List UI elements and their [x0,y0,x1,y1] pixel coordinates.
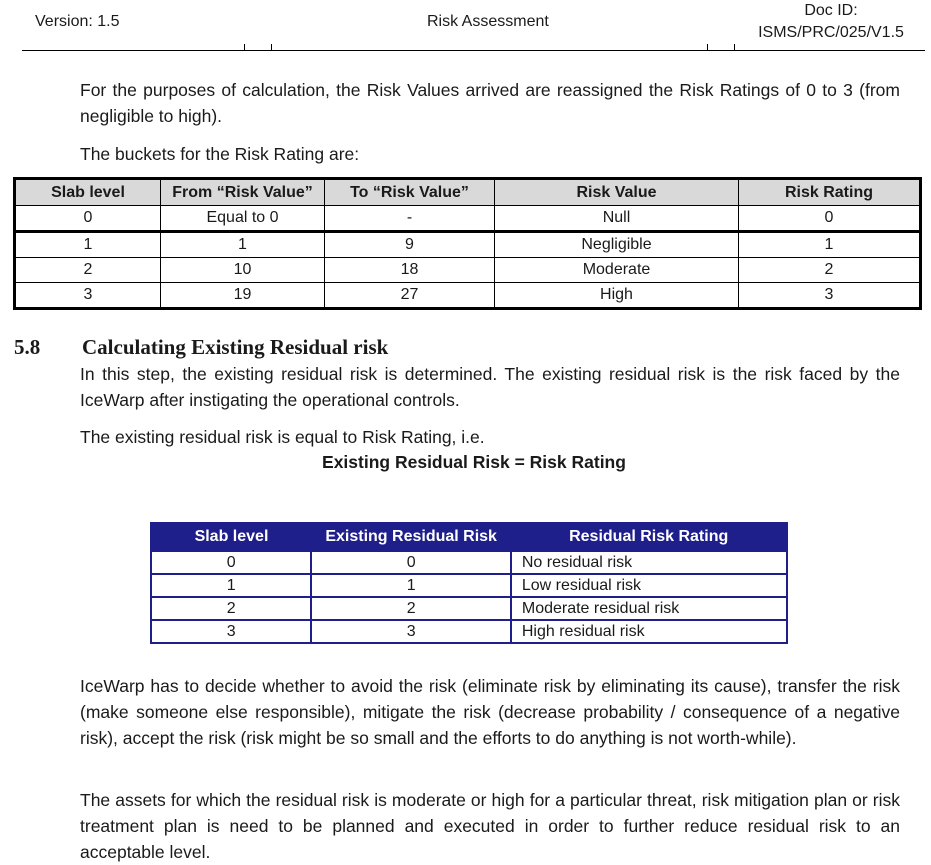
table-cell: 27 [325,283,495,309]
table-cell: Moderate [495,258,739,283]
table-cell: 0 [151,551,311,574]
table-cell: 2 [15,258,161,283]
table-cell: - [325,206,495,232]
table-cell: Null [495,206,739,232]
table-cell: 1 [311,574,510,597]
table-cell: Negligible [495,232,739,258]
table-cell: No residual risk [511,551,787,574]
table-cell: 9 [325,232,495,258]
table-cell: Low residual risk [511,574,787,597]
table-cell: High [495,283,739,309]
header-rule [22,50,925,51]
section-title: Calculating Existing Residual risk [82,335,389,359]
table-cell: 10 [161,258,325,283]
column-header: Slab level [151,523,311,551]
table-cell: Moderate residual risk [511,597,787,620]
table-cell: 1 [739,232,921,258]
header-divider-tick [707,44,708,51]
table-cell: 2 [739,258,921,283]
table-cell: High residual risk [511,620,787,643]
table-cell: 0 [739,206,921,232]
header-divider-tick [244,44,245,51]
table-row [15,232,921,258]
table-row [151,620,787,643]
table-row [15,206,921,232]
table-row [151,597,787,620]
column-header: Residual Risk Rating [511,523,787,551]
table-cell: 3 [15,283,161,309]
header-version: Version: 1.5 [35,13,120,30]
table-row [151,574,787,597]
formula: Existing Residual Risk = Risk Rating [322,452,626,472]
intro-buckets-label: The buckets for the Risk Rating are: [80,144,360,164]
header-title: Risk Assessment [427,13,549,30]
closing-paragraph: The assets for which the residual risk is moderate or high for a particular threat, risk mitigation plan or risk treatment plan is need to be planned and executed in order to further reduce residual risk to an acceptable level. [80,790,900,862]
table-cell: 19 [161,283,325,309]
column-header: Risk Rating [739,179,921,206]
table-cell: 2 [311,597,510,620]
table-row [15,258,921,283]
table-cell: Equal to 0 [161,206,325,232]
header-divider-tick [734,44,735,51]
header-doc-id-value: ISMS/PRC/025/V1.5 [758,24,904,41]
column-header: Slab level [15,179,161,206]
table-cell: 2 [151,597,311,620]
risk-rating-table [13,177,922,310]
closing-paragraph: IceWarp has to decide whether to avoid the risk (eliminate risk by eliminating its cause), transfer the risk (make someone else responsible), mitigate the risk (decrease probability / consequence of a negative risk), accept the risk (risk might be so small and the efforts to do anything is not worth-while). [80,676,900,748]
table-cell: 3 [739,283,921,309]
residual-risk-table-header [151,523,787,551]
table-cell: 3 [151,620,311,643]
section-number: 5.8 [14,335,41,359]
column-header: From “Risk Value” [161,179,325,206]
table-cell: 1 [161,232,325,258]
table-cell: 0 [15,206,161,232]
table-cell: 1 [15,232,161,258]
table-row [151,551,787,574]
column-header: Existing Residual Risk [311,523,510,551]
table-cell: 3 [311,620,510,643]
risk-rating-table-header [15,179,921,206]
table-cell: 1 [151,574,311,597]
column-header: Risk Value [495,179,739,206]
section-paragraph: In this step, the existing residual risk is determined. The existing residual risk is the risk faced by the IceWarp after instigating the operational controls. [80,364,900,410]
section-paragraph: The existing residual risk is equal to Risk Rating, i.e. [80,427,485,447]
header-divider-tick [271,44,272,51]
table-row [15,283,921,309]
table-cell: 0 [311,551,510,574]
header-doc-id [752,0,910,44]
intro-paragraph: For the purposes of calculation, the Risk Values arrived are reassigned the Risk Ratings of 0 to 3 (from negligible to high). [80,80,900,126]
residual-risk-table [150,522,788,644]
header-doc-id-label: Doc ID: [804,2,858,19]
page-header [0,0,931,52]
table-cell: 18 [325,258,495,283]
column-header: To “Risk Value” [325,179,495,206]
